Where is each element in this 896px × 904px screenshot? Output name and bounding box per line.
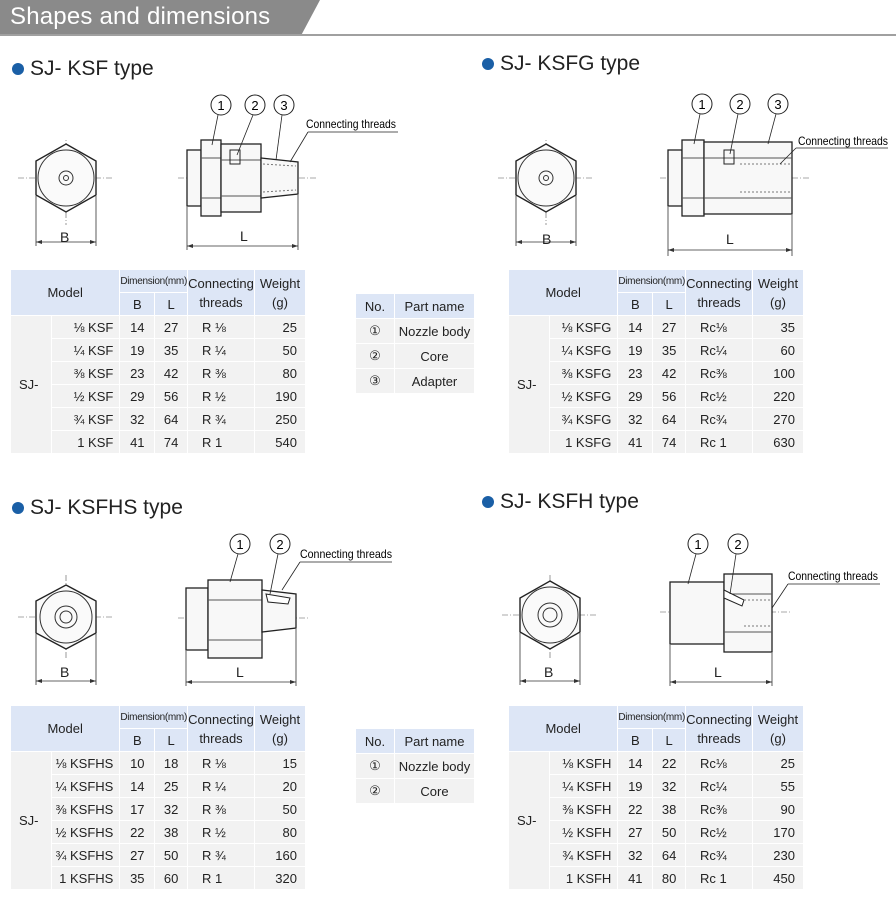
svg-text:3: 3 [280,98,288,113]
cell-l: 27 [155,316,187,338]
cell-l: 74 [155,431,187,453]
header-line [0,34,896,36]
cell-thread: R ⅜ [188,798,254,820]
col-header-model: Model [11,706,119,751]
section-title-ksf [12,57,154,81]
cell-l: 27 [653,316,685,338]
cell-weight: 220 [753,385,803,407]
cell-model: ⅜ KSFG [550,362,617,384]
cell-b: 14 [120,316,154,338]
cell-thread: Rc½ [686,385,752,407]
col-header-connecting-threads: Connecting threads [686,270,752,315]
col-header-l: L [155,729,187,751]
col-header-weight: Weight (g) [255,270,305,315]
table-row [356,319,474,343]
cell-b: 41 [618,431,652,453]
cell-l: 64 [653,844,685,866]
cell-model: ¾ KSF [52,408,119,430]
col-header-dimension: Dimension(mm) [120,706,187,728]
svg-text:1: 1 [217,98,225,113]
model-prefix: SJ- [509,316,549,453]
cell-part-no: ② [356,779,394,803]
cell-model: ⅛ KSF [52,316,119,338]
table-row [509,821,803,843]
cell-model: ½ KSFH [550,821,617,843]
cell-l: 60 [155,867,187,889]
cell-thread: R ¼ [188,775,254,797]
page-header [0,0,896,36]
spec-table-ksfhs [10,705,306,890]
cell-model: ⅛ KSFG [550,316,617,338]
dim-label-b: B [60,229,70,245]
cell-model: ½ KSFG [550,385,617,407]
col-header-connecting-threads: Connecting threads [686,706,752,751]
cell-thread: R ⅛ [188,316,254,338]
cell-model: ¾ KSFH [550,844,617,866]
col-header-part-name: Part name [395,294,474,318]
table-row [509,752,803,774]
cell-model: ¾ KSFHS [52,844,119,866]
cell-b: 32 [618,408,652,430]
cell-model: ¼ KSFH [550,775,617,797]
svg-text:1: 1 [236,537,244,552]
cell-thread: Rc⅛ [686,316,752,338]
table-row [509,339,803,361]
model-prefix: SJ- [11,316,51,453]
ksf-side-view [178,90,408,252]
cell-thread: R ½ [188,821,254,843]
cell-thread: Rc¼ [686,775,752,797]
cell-model: ¼ KSF [52,339,119,361]
table-row [356,344,474,368]
table-row [509,798,803,820]
table-row [509,362,803,384]
cell-l: 22 [653,752,685,774]
cell-weight: 50 [255,798,305,820]
parts-table-2 [355,728,475,804]
col-header-no: No. [356,294,394,318]
cell-thread: R ¾ [188,844,254,866]
col-header-weight: Weight (g) [753,706,803,751]
col-header-dimension: Dimension(mm) [618,270,685,292]
cell-l: 64 [155,408,187,430]
cell-weight: 320 [255,867,305,889]
col-header-dimension: Dimension(mm) [618,706,685,728]
cell-b: 23 [618,362,652,384]
dim-label-l: L [236,664,244,680]
model-prefix: SJ- [509,752,549,889]
dim-label-l: L [726,231,734,247]
cell-weight: 20 [255,775,305,797]
table-row [11,798,305,820]
cell-weight: 25 [255,316,305,338]
spec-table-ksf [10,269,306,454]
cell-model: 1 KSFG [550,431,617,453]
cell-l: 32 [155,798,187,820]
table-row [509,867,803,889]
table-row [11,408,305,430]
cell-part-no: ① [356,319,394,343]
cell-b: 29 [120,385,154,407]
parts-table-1 [355,293,475,394]
cell-b: 35 [120,867,154,889]
cell-weight: 170 [753,821,803,843]
cell-thread: R 1 [188,431,254,453]
table-row [11,867,305,889]
cell-l: 64 [653,408,685,430]
svg-text:1: 1 [694,537,702,552]
col-header-connecting-threads: Connecting threads [188,706,254,751]
dim-label-l: L [714,664,722,680]
cell-weight: 160 [255,844,305,866]
cell-model: ⅜ KSF [52,362,119,384]
cell-l: 80 [653,867,685,889]
cell-thread: R ⅜ [188,362,254,384]
table-row [11,821,305,843]
cell-l: 35 [653,339,685,361]
cell-thread: Rc 1 [686,867,752,889]
section-title-text: SJ- KSFG type [500,52,641,75]
col-header-b: B [120,729,154,751]
spec-table-ksfh [508,705,804,890]
cell-l: 38 [653,798,685,820]
dim-label-b: B [60,664,70,680]
cell-l: 42 [155,362,187,384]
cell-b: 22 [618,798,652,820]
bullet-icon [12,502,24,514]
cell-l: 56 [155,385,187,407]
col-header-b: B [618,293,652,315]
cell-weight: 55 [753,775,803,797]
cell-model: ¾ KSFG [550,408,617,430]
table-row [356,779,474,803]
section-title-ksfg [482,52,640,76]
cell-b: 14 [120,775,154,797]
table-row [11,431,305,453]
cell-thread: Rc⅜ [686,798,752,820]
table-row [356,369,474,393]
table-row [11,362,305,384]
cell-weight: 15 [255,752,305,774]
cell-weight: 80 [255,821,305,843]
svg-text:Connecting threads: Connecting threads [798,134,888,148]
cell-b: 41 [120,431,154,453]
table-row [11,844,305,866]
cell-b: 14 [618,316,652,338]
cell-thread: Rc 1 [686,431,752,453]
spec-table-ksfg [508,269,804,454]
cell-b: 14 [618,752,652,774]
cell-weight: 90 [753,798,803,820]
cell-weight: 60 [753,339,803,361]
cell-thread: Rc¼ [686,339,752,361]
col-header-model: Model [11,270,119,315]
col-header-no: No. [356,729,394,753]
cell-weight: 50 [255,339,305,361]
cell-l: 35 [155,339,187,361]
cell-b: 41 [618,867,652,889]
cell-weight: 230 [753,844,803,866]
cell-thread: Rc⅛ [686,752,752,774]
cell-b: 19 [618,775,652,797]
svg-text:Connecting threads: Connecting threads [788,569,878,583]
col-header-weight: Weight (g) [753,270,803,315]
cell-weight: 100 [753,362,803,384]
cell-thread: Rc¾ [686,408,752,430]
cell-model: ¼ KSFHS [52,775,119,797]
cell-l: 18 [155,752,187,774]
cell-l: 42 [653,362,685,384]
ksfg-side-view [660,88,896,258]
section-title-text: SJ- KSF type [30,57,154,80]
cell-part-name: Nozzle body [395,319,474,343]
svg-text:2: 2 [734,537,742,552]
section-title-text: SJ- KSFH type [500,490,639,513]
col-header-b: B [618,729,652,751]
cell-weight: 540 [255,431,305,453]
cell-model: ⅜ KSFH [550,798,617,820]
cell-l: 32 [653,775,685,797]
cell-model: 1 KSFH [550,867,617,889]
col-header-weight: Weight (g) [255,706,305,751]
table-row [509,844,803,866]
cell-b: 23 [120,362,154,384]
cell-weight: 25 [753,752,803,774]
cell-b: 32 [618,844,652,866]
svg-text:Connecting threads: Connecting threads [306,117,396,131]
cell-model: ⅜ KSFHS [52,798,119,820]
cell-thread: R ¾ [188,408,254,430]
cell-part-no: ① [356,754,394,778]
cell-thread: Rc½ [686,821,752,843]
cell-b: 17 [120,798,154,820]
cell-weight: 270 [753,408,803,430]
table-row [11,775,305,797]
cell-part-name: Adapter [395,369,474,393]
cell-part-name: Core [395,344,474,368]
cell-weight: 450 [753,867,803,889]
cell-model: ⅛ KSFH [550,752,617,774]
bullet-icon [482,496,494,508]
table-row [509,431,803,453]
svg-text:3: 3 [774,97,782,112]
bullet-icon [482,58,494,70]
cell-part-no: ② [356,344,394,368]
col-header-l: L [653,293,685,315]
cell-thread: Rc⅜ [686,362,752,384]
table-row [11,339,305,361]
cell-b: 27 [618,821,652,843]
cell-weight: 190 [255,385,305,407]
cell-l: 74 [653,431,685,453]
cell-part-no: ③ [356,369,394,393]
cell-thread: R 1 [188,867,254,889]
ksfhs-side-view [178,528,408,688]
dim-label-b: B [544,664,554,680]
cell-thread: R ¼ [188,339,254,361]
col-header-connecting-threads: Connecting threads [188,270,254,315]
cell-weight: 35 [753,316,803,338]
table-row [11,752,305,774]
col-header-model: Model [509,706,617,751]
table-row [356,754,474,778]
cell-part-name: Nozzle body [395,754,474,778]
cell-thread: R ½ [188,385,254,407]
cell-thread: R ⅛ [188,752,254,774]
cell-b: 32 [120,408,154,430]
col-header-b: B [120,293,154,315]
cell-model: 1 KSF [52,431,119,453]
svg-text:1: 1 [698,97,706,112]
dim-label-b: B [542,231,552,247]
cell-b: 22 [120,821,154,843]
table-row [509,775,803,797]
cell-b: 29 [618,385,652,407]
cell-l: 50 [653,821,685,843]
section-title-ksfhs [12,496,183,520]
col-header-model: Model [509,270,617,315]
cell-b: 10 [120,752,154,774]
cell-b: 27 [120,844,154,866]
col-header-part-name: Part name [395,729,474,753]
cell-thread: Rc¾ [686,844,752,866]
cell-b: 19 [618,339,652,361]
dim-label-l: L [240,228,248,244]
section-title-ksfh [482,490,639,514]
cell-model: ¼ KSFG [550,339,617,361]
cell-part-name: Core [395,779,474,803]
section-title-text: SJ- KSFHS type [30,496,183,519]
cell-b: 19 [120,339,154,361]
col-header-l: L [653,729,685,751]
col-header-l: L [155,293,187,315]
model-prefix: SJ- [11,752,51,889]
table-row [509,316,803,338]
table-row [509,385,803,407]
cell-l: 50 [155,844,187,866]
cell-model: 1 KSFHS [52,867,119,889]
page-title: Shapes and dimensions [10,3,271,30]
table-row [509,408,803,430]
ksfh-side-view [660,528,896,688]
cell-weight: 250 [255,408,305,430]
svg-text:2: 2 [736,97,744,112]
cell-model: ⅛ KSFHS [52,752,119,774]
col-header-dimension: Dimension(mm) [120,270,187,292]
cell-weight: 630 [753,431,803,453]
svg-text:2: 2 [251,98,259,113]
cell-l: 38 [155,821,187,843]
cell-l: 25 [155,775,187,797]
svg-text:Connecting threads: Connecting threads [300,547,392,561]
cell-l: 56 [653,385,685,407]
bullet-icon [12,63,24,75]
svg-text:2: 2 [276,537,284,552]
cell-model: ½ KSF [52,385,119,407]
cell-model: ½ KSFHS [52,821,119,843]
table-row [11,316,305,338]
cell-weight: 80 [255,362,305,384]
table-row [11,385,305,407]
